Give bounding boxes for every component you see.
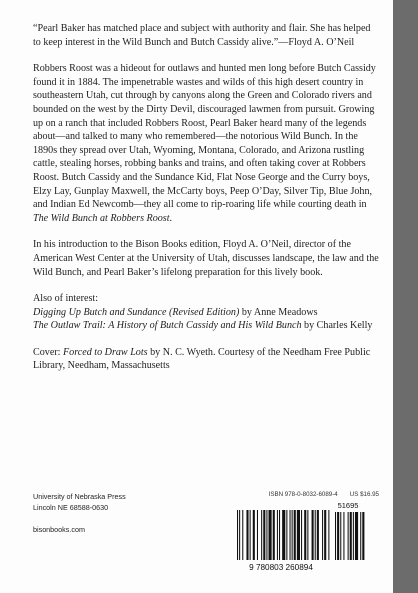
barcode-bar bbox=[335, 512, 336, 560]
barcode-bar bbox=[304, 510, 306, 560]
barcode-bar bbox=[301, 510, 302, 560]
publisher-address: Lincoln NE 68588-0630 bbox=[33, 503, 109, 512]
barcode-bar bbox=[237, 510, 238, 560]
isbn-price-line bbox=[269, 491, 379, 498]
barcode-bar bbox=[250, 510, 251, 560]
publisher-block bbox=[33, 491, 126, 535]
cover-artwork-title: Forced to Draw Lots bbox=[63, 346, 148, 358]
back-cover-footer bbox=[33, 491, 379, 571]
barcode-bar bbox=[266, 510, 267, 560]
publisher-website: bisonbooks.com bbox=[33, 525, 85, 534]
barcode-bar bbox=[290, 510, 291, 560]
barcode-bar bbox=[360, 512, 361, 560]
barcode-bar bbox=[292, 510, 293, 560]
related-book-2-title: The Outlaw Trail: A History of Butch Cassidy and His Wild Bunch bbox=[33, 320, 302, 332]
barcode-bar bbox=[322, 510, 323, 560]
cover-credit-rest: by N. C. Wyeth. Courtesy of the Needham Free Public Library, Needham, Massachusetts bbox=[33, 346, 371, 372]
isbn-barcode bbox=[231, 500, 379, 572]
barcode-bar bbox=[312, 510, 314, 560]
barcode-bar bbox=[337, 512, 339, 560]
barcode-bar bbox=[353, 512, 354, 560]
ean-digits: 9 780803 260894 bbox=[249, 563, 313, 572]
barcode-bar bbox=[282, 510, 285, 560]
back-cover-copy bbox=[33, 22, 379, 373]
addon-code: 51695 bbox=[337, 501, 359, 510]
barcode-bar bbox=[348, 512, 349, 560]
also-of-interest-heading: Also of interest: bbox=[33, 293, 99, 305]
publisher-name: University of Nebraska Press bbox=[33, 492, 126, 501]
book-title: The Wild Bunch at Robbers Roost bbox=[33, 212, 170, 224]
isbn-label: ISBN 978-0-8032-6089-4 bbox=[268, 491, 338, 498]
endorsement-quote: “Pearl Baker has matched place and subject with authority and flair. She has helped to keep interest in the Wild Bunch and Butch Cassidy alive.”—Floyd A. O’Neil bbox=[33, 23, 371, 48]
cover-credit bbox=[33, 346, 379, 373]
description-end: . bbox=[169, 212, 173, 224]
barcode-bar bbox=[294, 510, 296, 560]
barcode-bar bbox=[286, 510, 287, 560]
barcode-bar bbox=[328, 510, 329, 560]
related-book-1-title: Digging Up Butch and Sundance (Revised Edition) bbox=[33, 306, 240, 318]
barcode-bar bbox=[297, 510, 300, 560]
barcode-bar bbox=[317, 510, 319, 560]
barcode-bar bbox=[362, 512, 364, 560]
spine-edge bbox=[393, 0, 418, 593]
barcode-bar bbox=[279, 510, 280, 560]
barcode-bar bbox=[273, 510, 275, 560]
barcode-bar bbox=[257, 510, 258, 560]
related-book-2-author: by Charles Kelly bbox=[301, 320, 373, 332]
barcode-bar bbox=[269, 510, 272, 560]
related-book-1-author: by Anne Meadows bbox=[239, 306, 318, 318]
description-text: Robbers Roost was a hideout for outlaws and hunted men long before Butch Cassidy found it in 1884. The impenetrable wastes and wilds of this high desert country in southeastern Utah, cut through by canyons along the Green and Colorado rivers and bounded on the west by the Dirty Devil, discouraged lawmen from pursuit. Growing up on a ranch that included Robbers Roost, Pearl Baker heard many of the legends about—and talked to many who remembered—the notorious Wild Bunch. In the 1890s they spread over Utah, Wyoming, Montana, Colorado, and Arizona rustling cattle, stealing horses, robbing banks and trains, and often taking cover at Robbers Roost. Butch Cassidy and the Sundance Kid, Flat Nose George and the Curry boys, Elzy Lay, Gunplay Maxwell, the McCarty boys, Peep O’Day, Silver Tip, Blue John, and Indian Ed Newcomb—they all come to rip-roaring life while courting death in bbox=[33, 63, 376, 211]
barcode-bar bbox=[263, 510, 265, 560]
barcode-bar bbox=[239, 510, 240, 560]
introduction-paragraph: In his introduction to the Bison Books edition, Floyd A. O’Neil, director of the American West Center at the University of Utah, discusses landscape, the law and the Wild Bunch, and Pearl Baker’s lifelong preparation for this lively book. bbox=[33, 239, 379, 278]
barcode-bar bbox=[246, 510, 248, 560]
barcode-bar bbox=[277, 510, 278, 560]
book-description bbox=[33, 62, 379, 225]
barcode-bar bbox=[307, 510, 308, 560]
related-book-2 bbox=[33, 319, 379, 333]
barcode-bar bbox=[315, 510, 316, 560]
price-label: US $16.95 bbox=[349, 491, 379, 498]
barcode-bar bbox=[350, 512, 352, 560]
ean-bars bbox=[237, 510, 329, 560]
barcode-bar bbox=[253, 510, 255, 560]
barcode-bar bbox=[340, 512, 341, 560]
related-book-1 bbox=[33, 306, 379, 320]
barcode-bar bbox=[324, 510, 326, 560]
barcode-bar bbox=[343, 512, 344, 560]
addon-bars bbox=[335, 512, 364, 560]
barcode-bar bbox=[355, 512, 358, 560]
cover-credit-prefix: Cover: bbox=[33, 346, 63, 358]
barcode-bar bbox=[261, 510, 262, 560]
barcode-bar bbox=[242, 510, 243, 560]
